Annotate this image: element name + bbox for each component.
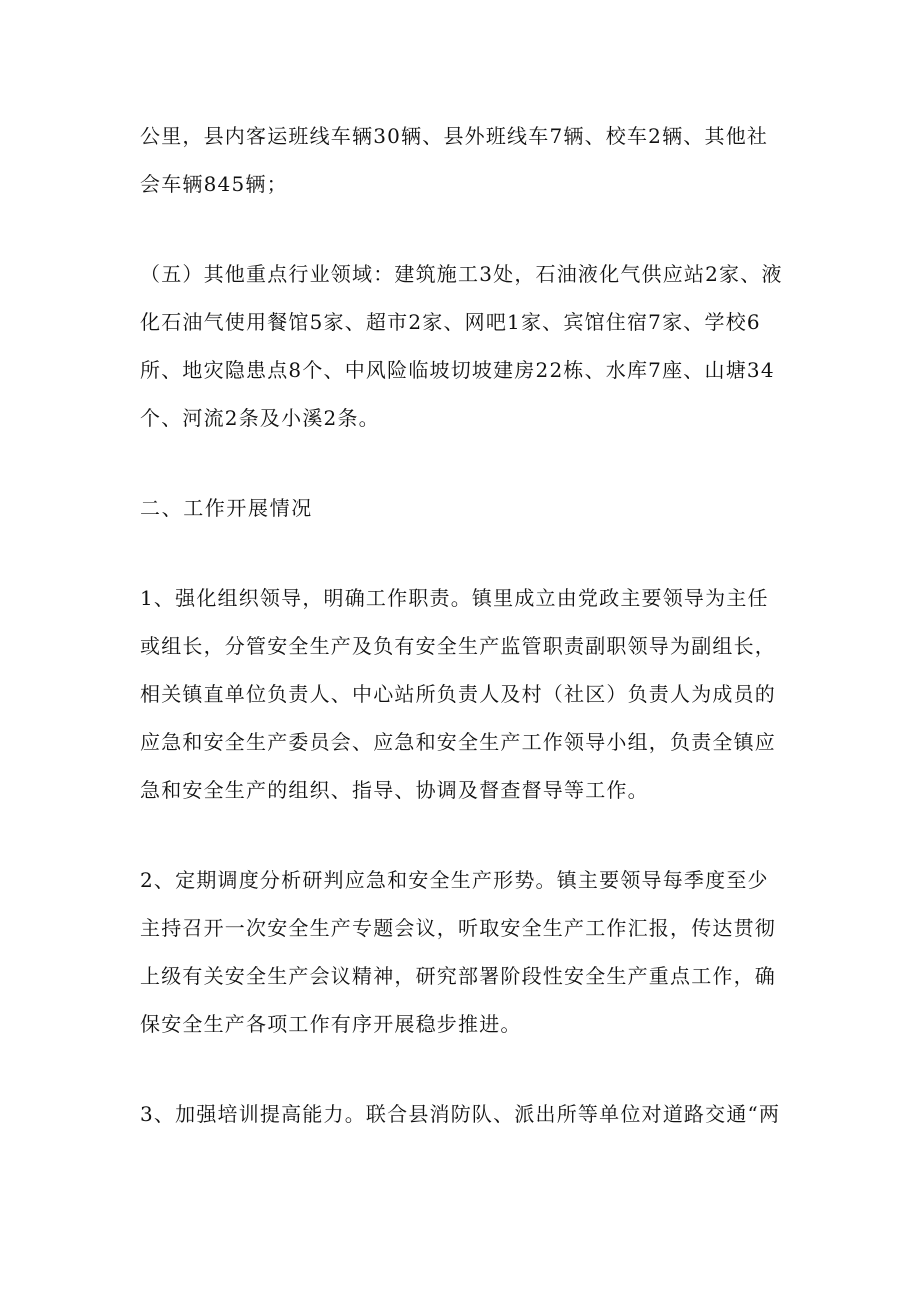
paragraph-training: 3、加强培训提高能力。联合县消防队、派出所等单位对道路交通“两 bbox=[140, 1102, 781, 1126]
document-body bbox=[140, 112, 788, 1138]
paragraph-transport-vehicles: 公里，县内客运班线车辆30辆、县外班线车7辆、校车2辆、其他社会车辆845辆； bbox=[140, 124, 769, 196]
paragraph-regular-analysis: 2、定期调度分析研判应急和安全生产形势。镇主要领导每季度至少主持召开一次安全生产专题会议，听取安全生产工作汇报，传达贯彻上级有关安全生产会议精神，研究部署阶段性安全生产重点工作，确保安全生产各项工作有序开展稳步推进。 bbox=[140, 868, 776, 1036]
paragraph-other-key-industries: （五）其他重点行业领域：建筑施工3处，石油液化气供应站2家、液化石油气使用餐馆5家、超市2家、网吧1家、宾馆住宿7家、学校6所、地灾隐患点8个、中风险临坡切坡建房22栋、水库7座、山塘34个、河流2条及小溪2条。 bbox=[140, 262, 783, 430]
section-heading-work-progress: 二、工作开展情况 bbox=[140, 496, 313, 520]
paragraph-organization-leadership: 1、强化组织领导，明确工作职责。镇里成立由党政主要领导为主任或组长，分管安全生产及负有安全生产监管职责副职领导为副组长，相关镇直单位负责人、中心站所负责人及村（社区）负责人为成员的应急和安全生产委员会、应急和安全生产工作领导小组，负责全镇应急和安全生产的组织、指导、协调及督查督导等工作。 bbox=[140, 586, 776, 802]
